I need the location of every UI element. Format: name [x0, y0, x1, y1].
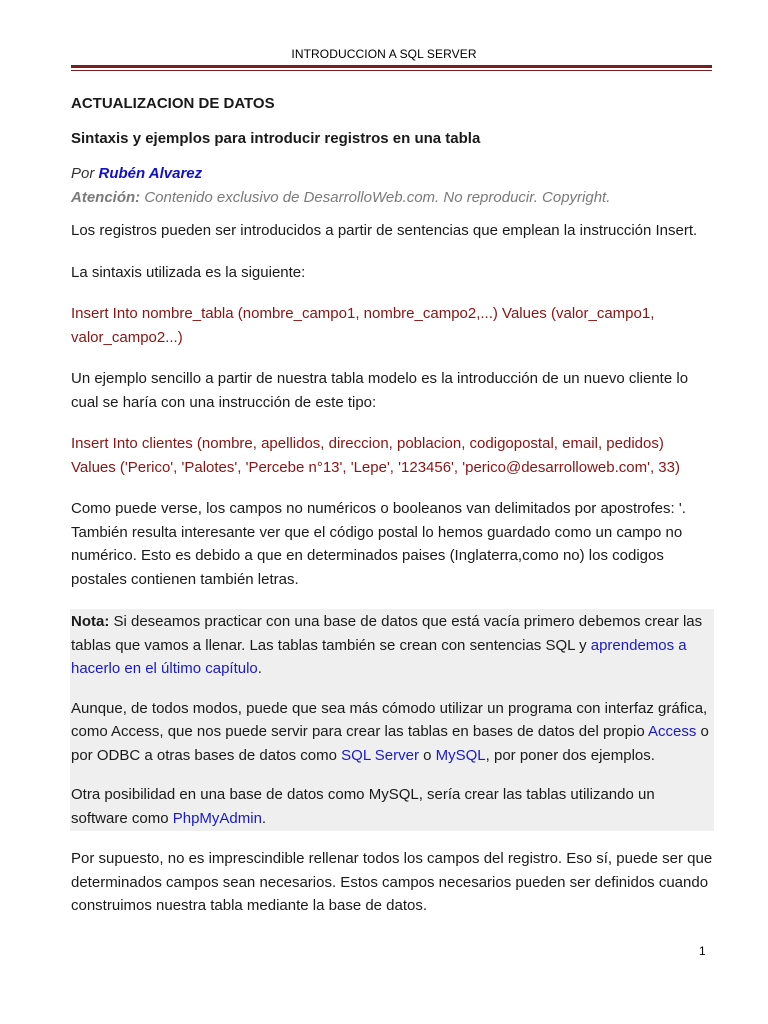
- note-text-end: .: [257, 660, 262, 677]
- note-p2-text4: , por poner dos ejemplos.: [485, 746, 655, 764]
- note-p3-text2: .: [261, 809, 267, 827]
- note-paragraph-2: [71, 697, 713, 768]
- note-paragraph-1: [71, 610, 713, 681]
- note-p2-text2: o por ODBC a otras bases de datos como: [71, 723, 709, 764]
- paragraph-closing: Por supuesto, no es imprescindible rellenar todos los campos del registro. Eso sí, puede ser que determinados campos sean necesarios. Estos campos necesarios pueden ser definidos cuando construimos nuestra tabla mediante la base de datos.: [71, 850, 713, 914]
- code-example-line2: Values ('Perico', 'Palotes', 'Percebe n°13', 'Lepe', '123456', 'perico@desarrolloweb.com', 33): [71, 458, 680, 476]
- note-label: Nota:: [71, 613, 110, 630]
- note-p2-text3: o: [418, 746, 436, 764]
- code-syntax: Insert Into nombre_tabla (nombre_campo1, nombre_campo2,...) Values (valor_campo1, valor_campo2...): [71, 305, 655, 346]
- author-link[interactable]: Rubén Alvarez: [98, 165, 203, 182]
- link-sql-server[interactable]: SQL Server: [341, 746, 419, 764]
- link-phpmyadmin[interactable]: PhpMyAdmin: [172, 809, 262, 827]
- paragraph-example: Un ejemplo sencillo a partir de nuestra tabla modelo es la introducción de un nuevo cliente lo cual se haría con una instrucción de este tipo:: [71, 370, 689, 411]
- link-mysql[interactable]: MySQL: [435, 746, 486, 764]
- byline-prefix: Por: [71, 165, 99, 182]
- header-rule-thick: [71, 65, 712, 68]
- byline: [71, 162, 713, 186]
- link-ultimo-capitulo[interactable]: aprendemos a hacerlo en el último capítulo: [71, 636, 687, 677]
- page-number: 1: [699, 944, 706, 958]
- document-title: ACTUALIZACION DE DATOS: [71, 95, 275, 112]
- note-p3-text1: Otra posibilidad en una base de datos como MySQL, sería crear las tablas utilizando un software como: [71, 786, 655, 827]
- running-header: INTRODUCCION A SQL SERVER: [291, 47, 477, 61]
- header-rule-thin: [71, 70, 712, 71]
- notice-label: Atención:: [71, 188, 141, 206]
- note-box: [70, 609, 714, 831]
- paragraph-intro: Los registros pueden ser introducidos a partir de sentencias que emplean la instrucción Insert.: [71, 222, 698, 239]
- copyright-notice: [71, 186, 713, 210]
- paragraph-explanation: Como puede verse, los campos no numéricos o booleanos van delimitados por apostrofes: '. También resulta interesante ver que el código postal lo hemos guardado como un campo no numérico. Esto es debido a que en determinados paises (Inglaterra,como no) los codigos postales contienen también letras.: [71, 500, 686, 588]
- code-example-line1: Insert Into clientes (nombre, apellidos, direccion, poblacion, codigopostal, email, pedidos): [71, 435, 664, 452]
- notice-text: Contenido exclusivo de DesarrolloWeb.com. No reproducir. Copyright.: [140, 188, 611, 206]
- note-text: Si deseamos practicar con una base de datos que está vacía primero debemos crear las tablas que vamos a llenar. Las tablas también se crean con sentencias SQL y: [71, 613, 703, 654]
- note-paragraph-3: [71, 783, 713, 831]
- code-example: [71, 432, 713, 479]
- note-p2-text1: Aunque, de todos modos, puede que sea más cómodo utilizar un programa con interfaz gráfica, como Access, que nos puede servir para crear las tablas en bases de datos del propio: [71, 699, 708, 740]
- paragraph-syntax: La sintaxis utilizada es la siguiente:: [71, 263, 306, 281]
- document-body: [71, 92, 713, 936]
- document-subtitle: Sintaxis y ejemplos para introducir registros en una tabla: [71, 129, 481, 147]
- link-access[interactable]: Access: [648, 723, 697, 740]
